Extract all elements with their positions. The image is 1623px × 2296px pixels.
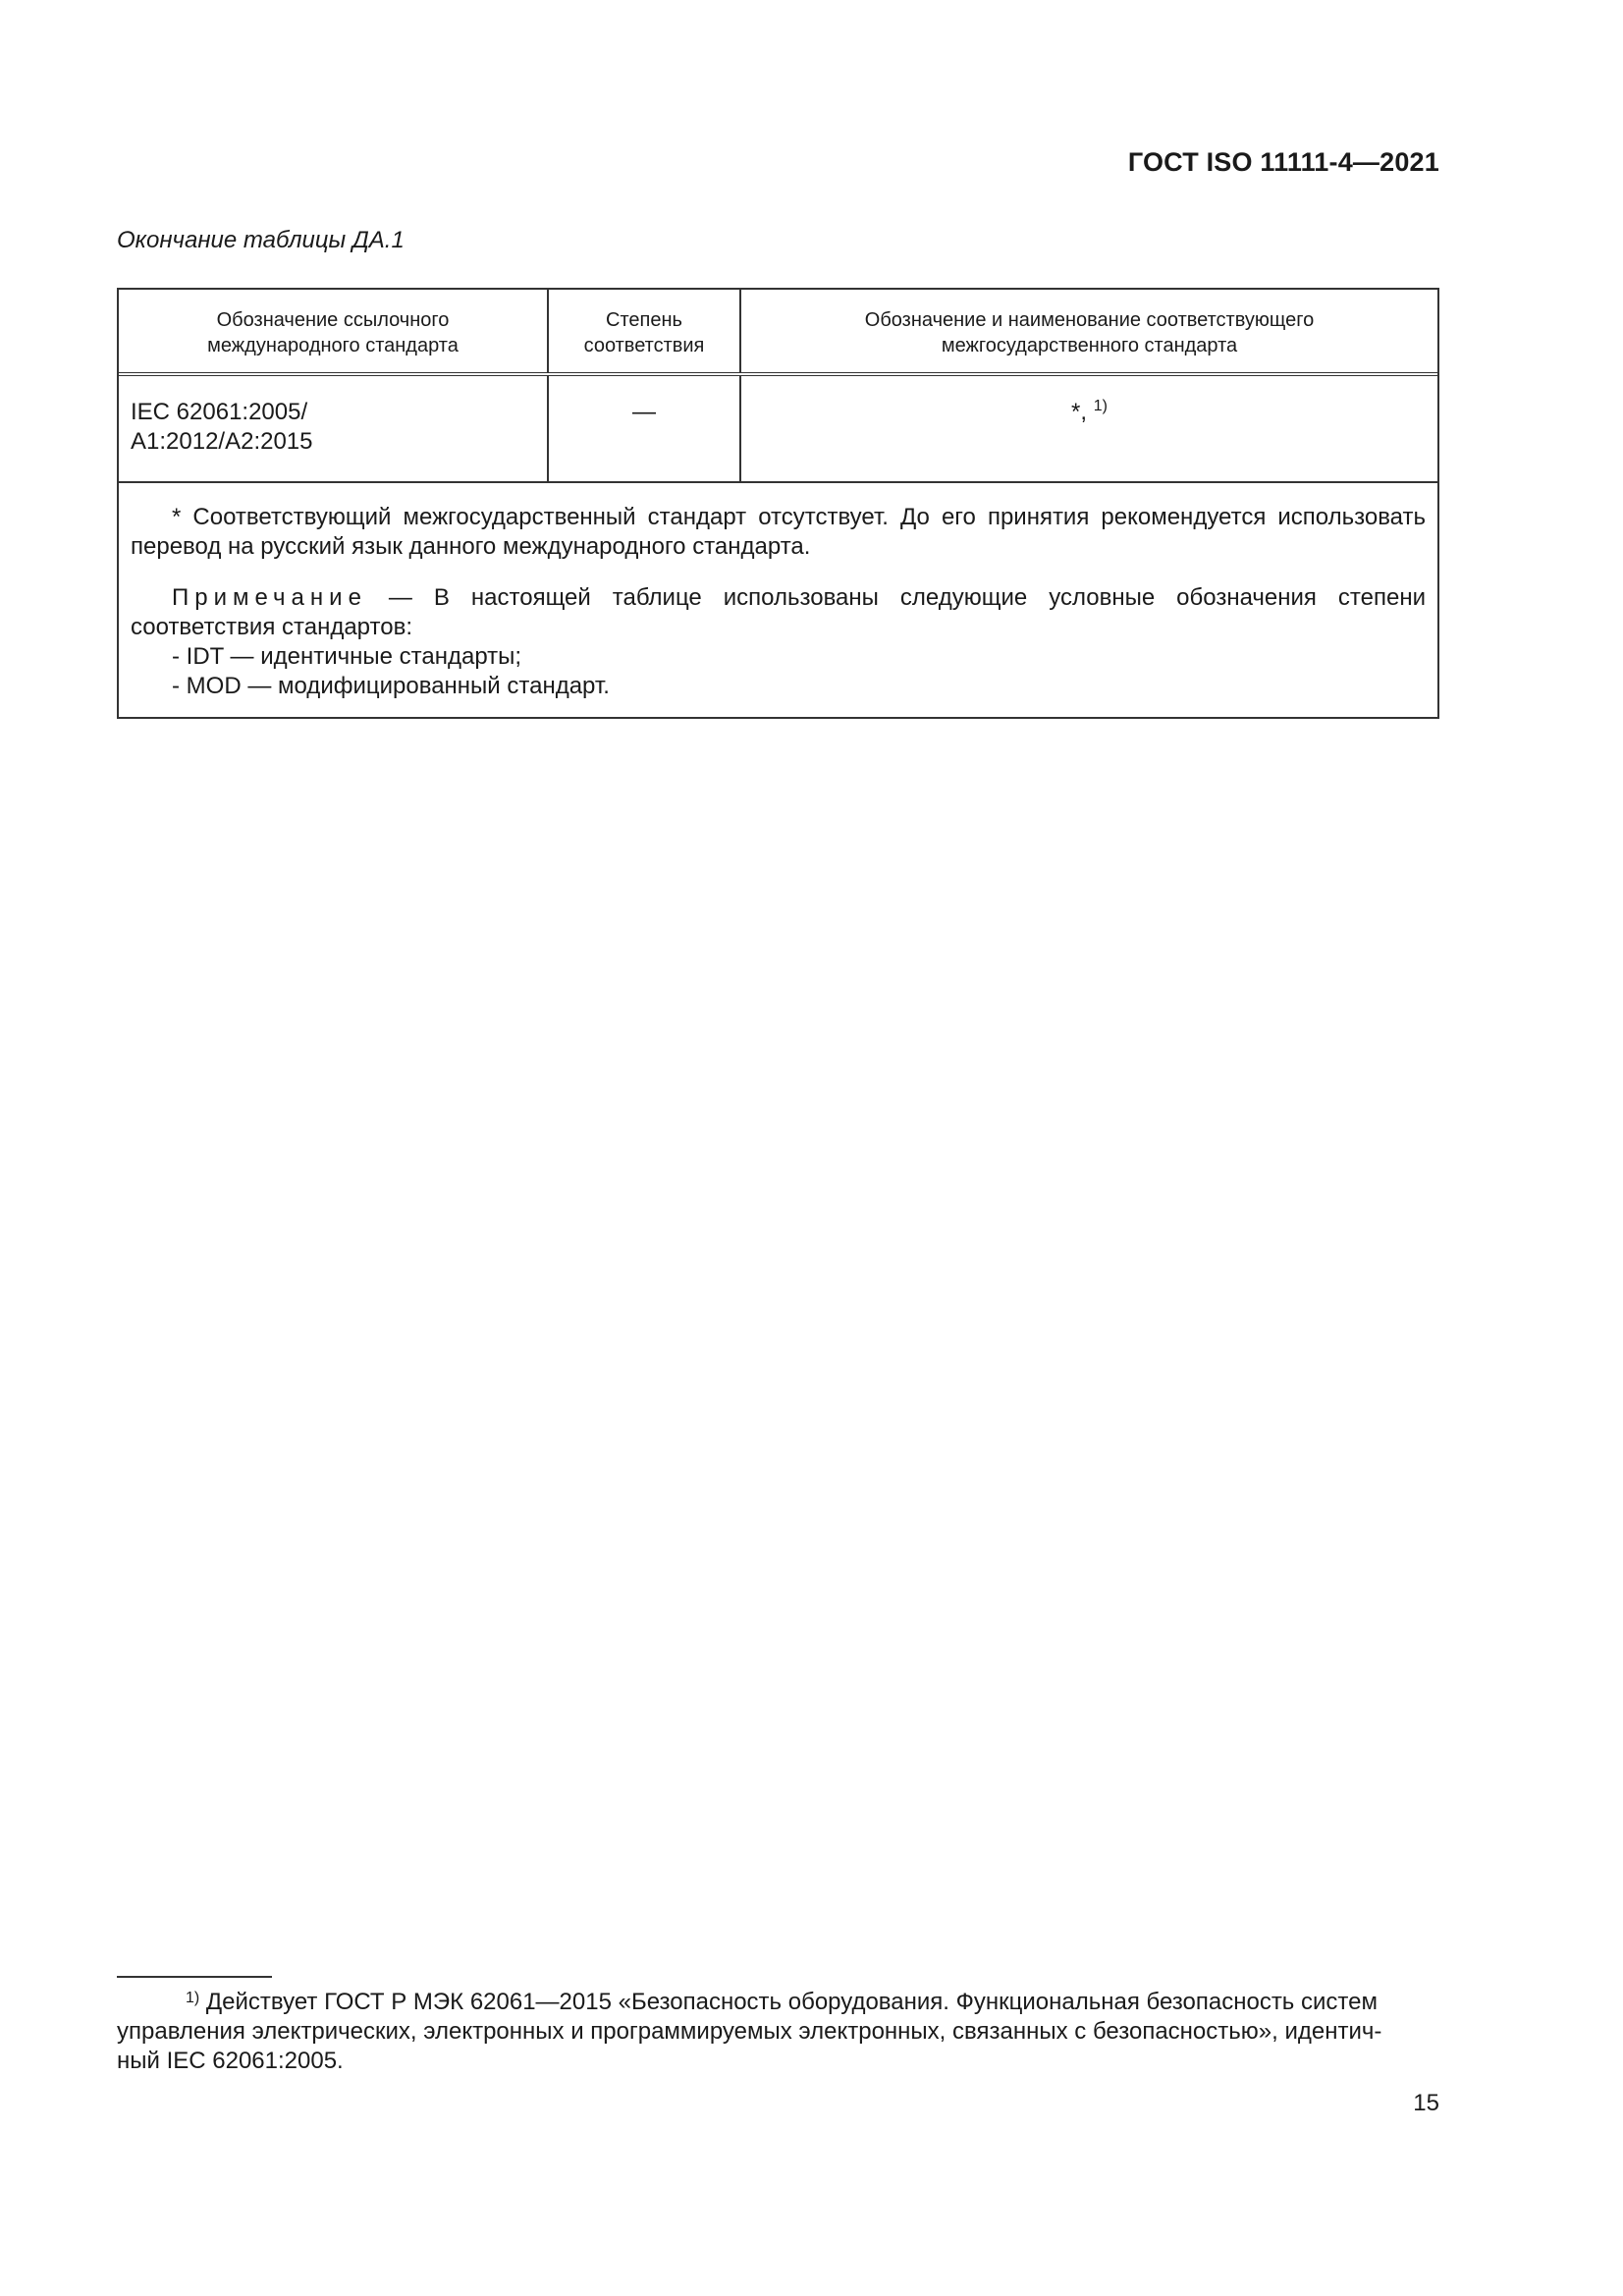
footnote-marker: 1) (186, 1990, 200, 2006)
cell-degree: — (548, 374, 740, 482)
table-row (119, 374, 1437, 482)
footnote: $^{1)}$ Действует ГОСТ Р МЭК 62061—2015 «Безопасность оборудования. Функциональная безопасность систем управления электрических, электронных и программируемых электронных, связанных с безопасностью», идентич- ный IEC 62061:2005. (117, 1989, 1382, 2074)
cell-interstate-standard: *, $^{1)}$ (740, 374, 1437, 482)
column-header-degree: Степень соответствия (548, 290, 740, 374)
star-note: * Соответствующий межгосударственный стандарт отсутствует. До его принятия рекомендуется использовать перевод на русский язык данного международного стандарта. (131, 504, 1426, 560)
page-number: 15 (1413, 2090, 1439, 2116)
column-header-reference: Обозначение ссылочного международного стандарта (119, 290, 548, 374)
note-paragraph: Примечание — В настоящей таблице использованы следующие условные обозначения степени соответствия стандартов: (131, 584, 1426, 640)
list-item: - MOD — модифицированный стандарт. (172, 673, 610, 699)
table-header-row (119, 290, 1437, 374)
footnote-divider (117, 1976, 272, 1978)
cell-reference-standard: IEC 62061:2005/ A1:2012/A2:2015 (119, 374, 548, 482)
note-label: Примечание (172, 584, 367, 611)
reference-table (119, 290, 1437, 483)
list-item: - IDT — идентичные стандарты; (172, 643, 522, 670)
reference-table-frame (117, 288, 1439, 719)
document-code: ГОСТ ISO 11111-4—2021 (1127, 147, 1439, 177)
table-caption: Окончание таблицы ДА.1 (117, 227, 405, 253)
table-notes (119, 483, 1437, 717)
column-header-interstate: Обозначение и наименование соответствующего межгосударственного стандарта (740, 290, 1437, 374)
footnote-ref: 1) (1093, 398, 1108, 414)
